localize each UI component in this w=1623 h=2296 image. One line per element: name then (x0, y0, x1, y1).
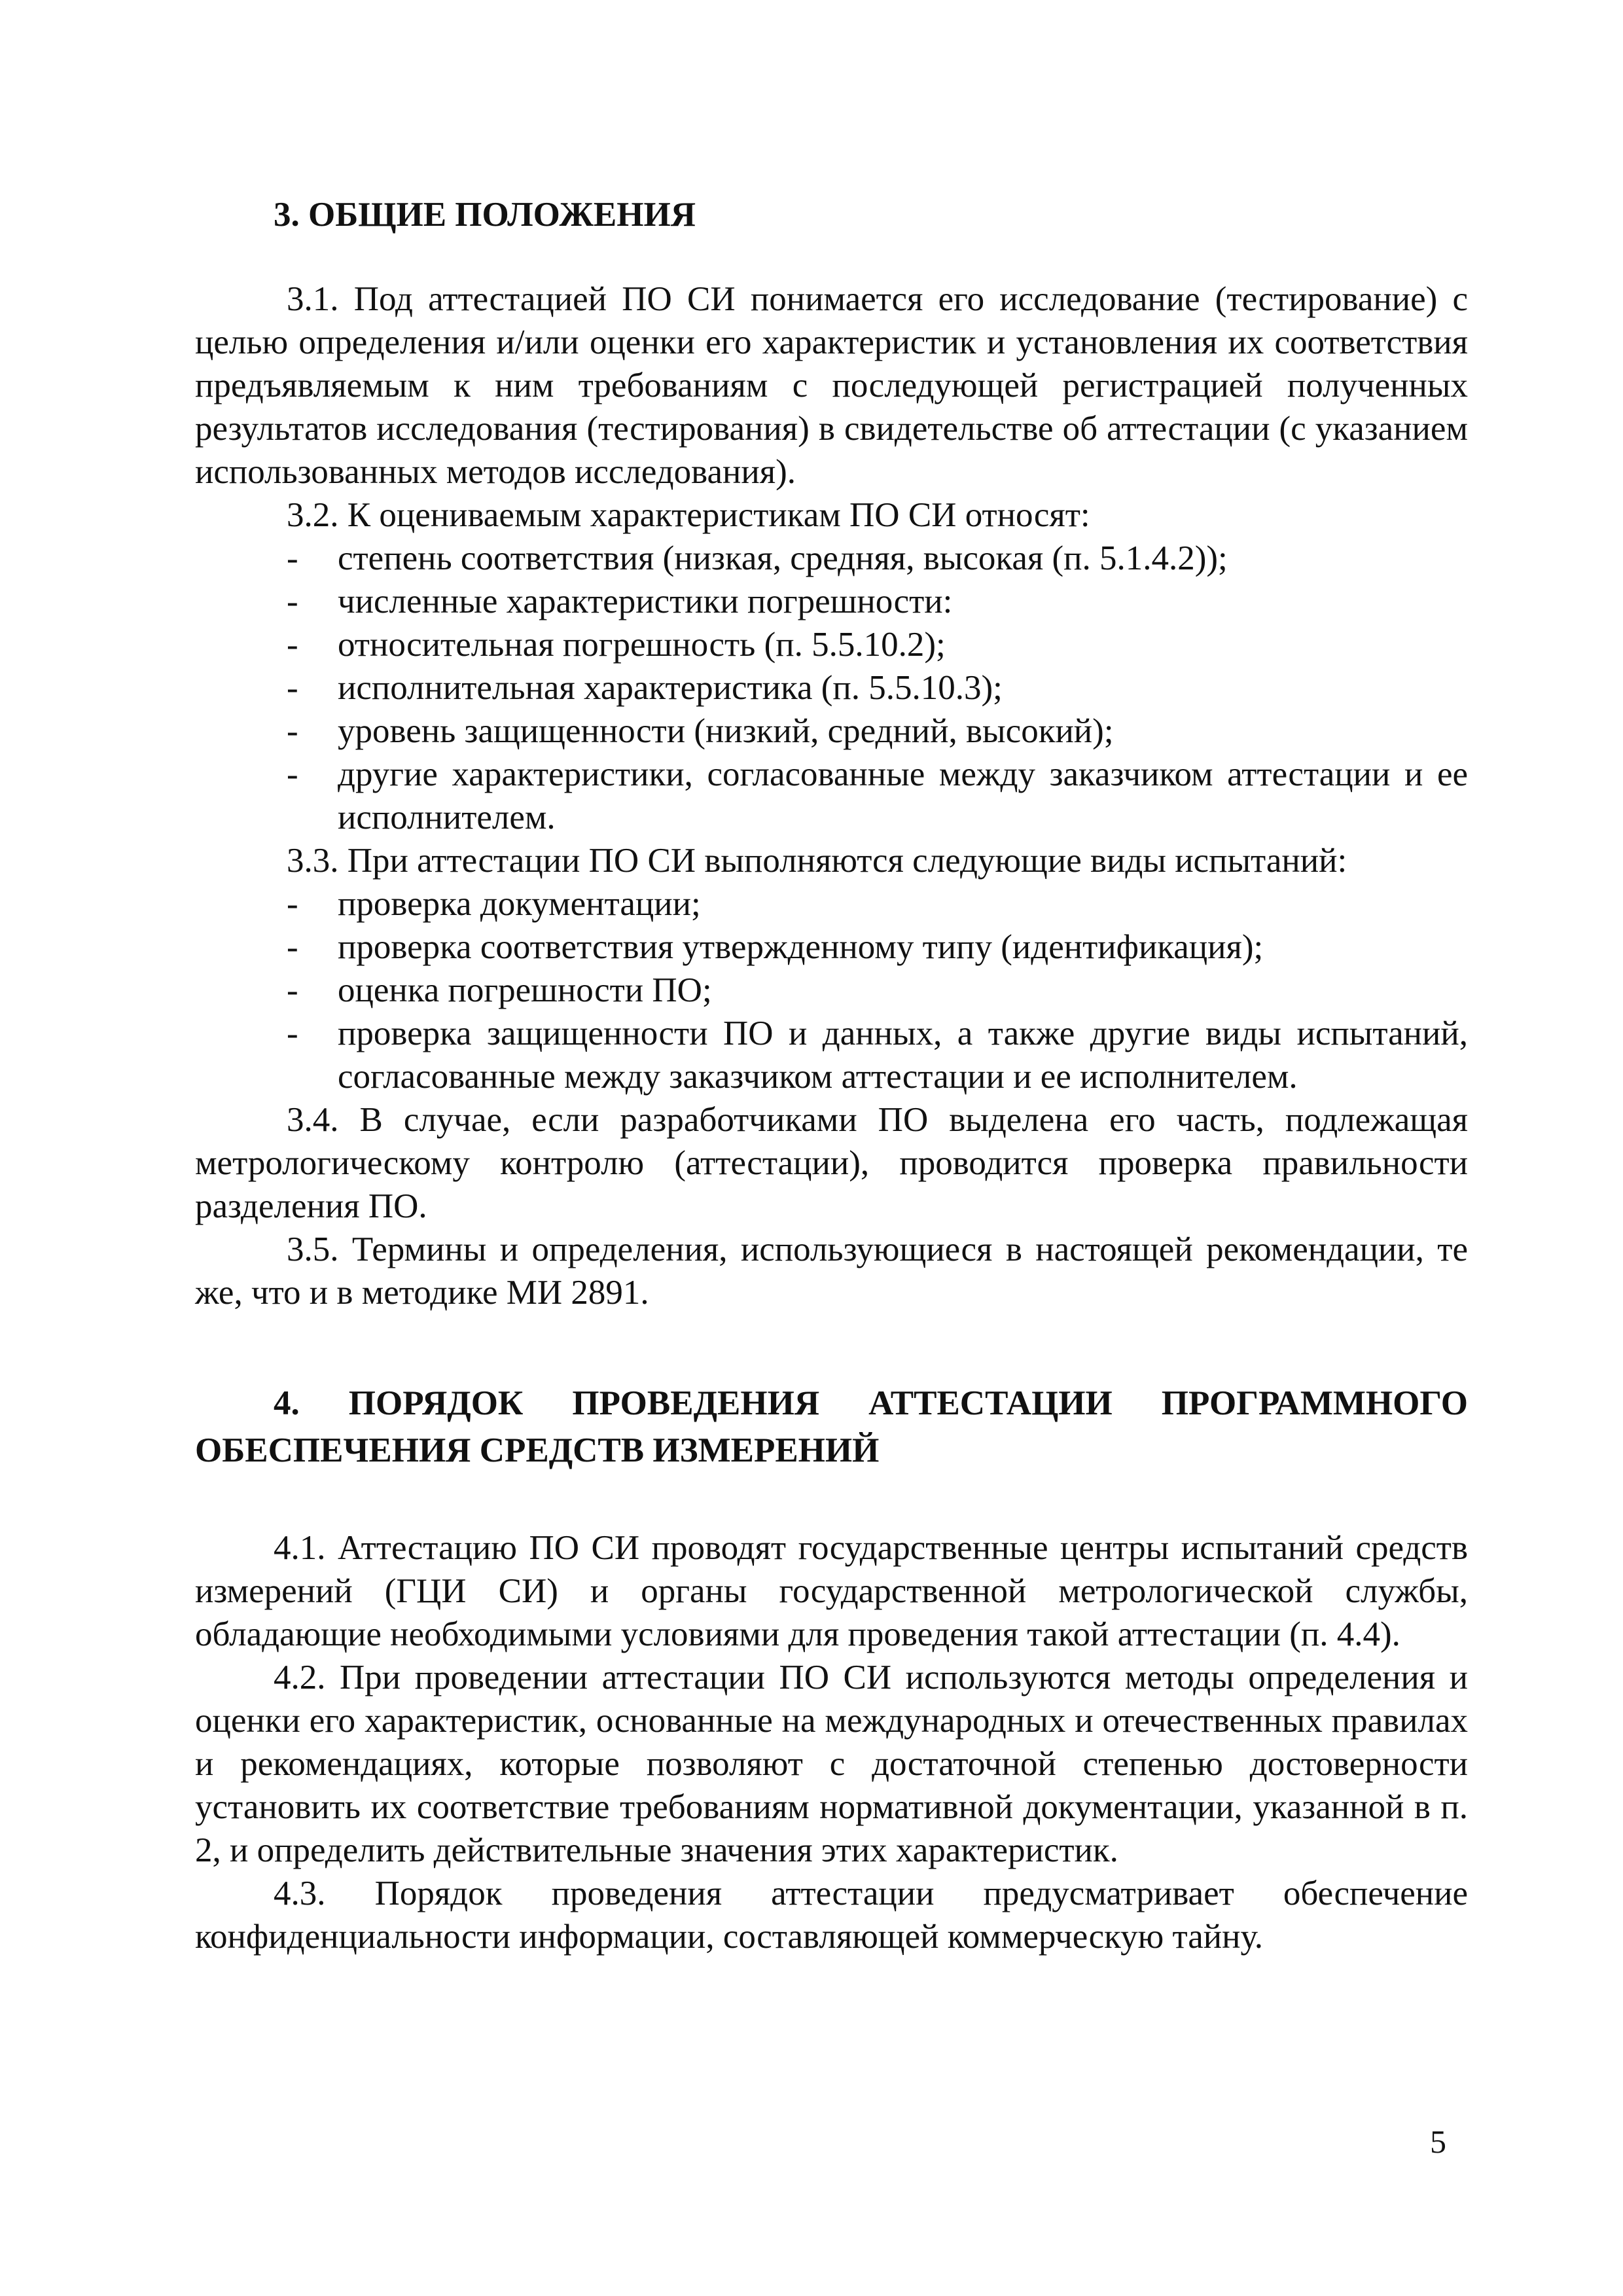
list-item-text: оценка погрешности ПО; (338, 971, 712, 1009)
paragraph-3-1: 3.1. Под аттестацией ПО СИ понимается его исследование (тестирование) с целью определения и/или оценки его характеристик и установления их соответствия предъявляемым к ним требованиям с последующей регистрацией полученных результатов исследования (тестирования) в свидетельстве об аттестации (с указанием использованных методов исследования). (195, 280, 1468, 491)
paragraph-4-2: 4.2. При проведении аттестации ПО СИ используются методы определения и оценки его характеристик, основанные на международных и отечественных правилах и рекомендациях, которые позволяют с достаточной степенью достоверности установить их соответствие требованиям нормативной документации, указанной в п. 2, и определить действительные значения этих характеристик. (195, 1659, 1468, 1869)
list-item (195, 666, 1468, 709)
dash-bullet: - (287, 626, 298, 664)
list-item-text: проверка соответствия утвержденному типу (идентификация); (338, 928, 1264, 966)
list-item-text: степень соответствия (низкая, средняя, высокая (п. 5.1.4.2)); (338, 539, 1228, 577)
paragraph-4-1: 4.1. Аттестацию ПО СИ проводят государственные центры испытаний средств измерений (ГЦИ СИ) и органы государственной метрологической службы, обладающие необходимыми условиями для проведения такой аттестации (п. 4.4). (195, 1529, 1468, 1653)
dash-bullet: - (287, 1014, 298, 1052)
list-item-text: относительная погрешность (п. 5.5.10.2); (338, 626, 946, 664)
section-4-heading: 4. ПОРЯДОК ПРОВЕДЕНИЯ АТТЕСТАЦИИ ПРОГРАММНОГО ОБЕСПЕЧЕНИЯ СРЕДСТВ ИЗМЕРЕНИЙ (195, 1384, 1468, 1469)
list-item (195, 753, 1468, 839)
list-item (195, 882, 1468, 925)
dash-bullet: - (287, 712, 298, 750)
list-item (195, 1012, 1468, 1098)
list-item-text: другие характеристики, согласованные между заказчиком аттестации и ее исполнителем. (338, 755, 1468, 836)
list-item (195, 623, 1468, 666)
list-item-text: проверка документации; (338, 885, 701, 923)
dash-bullet: - (287, 539, 298, 577)
list-item (195, 969, 1468, 1012)
dash-bullet: - (287, 971, 298, 1009)
list-item (195, 925, 1468, 969)
dash-bullet: - (287, 669, 298, 707)
list-item (195, 709, 1468, 753)
page-number: 5 (1430, 2123, 1446, 2160)
dash-bullet: - (287, 885, 298, 923)
list-item-text: уровень защищенности (низкий, средний, высокий); (338, 712, 1114, 750)
list-item-text: проверка защищенности ПО и данных, а также другие виды испытаний, согласованные между заказчиком аттестации и ее исполнителем. (338, 1014, 1468, 1096)
page-content (195, 191, 1468, 1958)
dash-bullet: - (287, 583, 298, 620)
section-3-heading: 3. ОБЩИЕ ПОЛОЖЕНИЯ (274, 196, 696, 234)
dash-bullet: - (287, 755, 298, 793)
section-3 (195, 191, 1468, 1314)
list-3-2 (195, 537, 1468, 839)
paragraph-3-2: 3.2. К оцениваемым характеристикам ПО СИ относят: (287, 496, 1090, 534)
paragraph-3-5: 3.5. Термины и определения, использующиеся в настоящей рекомендации, те же, что и в методике МИ 2891. (195, 1230, 1468, 1312)
section-4 (195, 1380, 1468, 1958)
list-item (195, 537, 1468, 580)
list-3-3 (195, 882, 1468, 1098)
list-item-text: численные характеристики погрешности: (338, 583, 953, 620)
paragraph-3-3: 3.3. При аттестации ПО СИ выполняются следующие виды испытаний: (287, 842, 1347, 880)
list-item-text: исполнительная характеристика (п. 5.5.10.3); (338, 669, 1003, 707)
list-item (195, 580, 1468, 623)
dash-bullet: - (287, 928, 298, 966)
paragraph-4-3: 4.3. Порядок проведения аттестации предусматривает обеспечение конфиденциальности информации, составляющей коммерческую тайну. (195, 1874, 1468, 1956)
paragraph-3-4: 3.4. В случае, если разработчиками ПО выделена его часть, подлежащая метрологическому контролю (аттестации), проводится проверка правильности разделения ПО. (195, 1101, 1468, 1225)
